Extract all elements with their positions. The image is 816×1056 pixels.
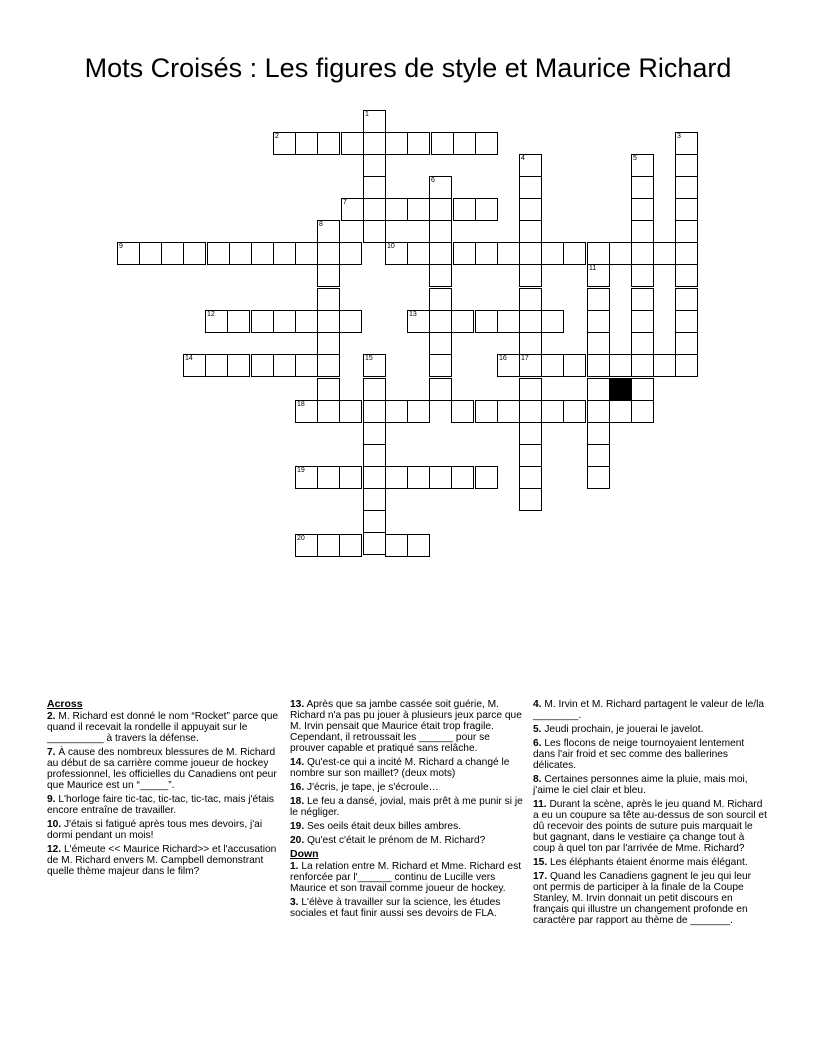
- grid-cell[interactable]: [587, 378, 610, 401]
- grid-cell[interactable]: [407, 242, 430, 265]
- grid-cell[interactable]: [251, 242, 274, 265]
- grid-cell[interactable]: [317, 534, 340, 557]
- grid-cell[interactable]: [229, 242, 252, 265]
- grid-cell[interactable]: [317, 332, 340, 355]
- grid-cell[interactable]: [295, 354, 318, 377]
- grid-cell[interactable]: [519, 176, 542, 199]
- clue-text: M. Richard est donné le nom “Rocket” parce que quand il recevait la rondelle il appuyait sur le __________ à travers la défense.: [47, 711, 279, 744]
- grid-cell[interactable]: [587, 242, 610, 265]
- grid-cell[interactable]: [475, 132, 498, 155]
- grid-cell[interactable]: [587, 354, 610, 377]
- grid-cell[interactable]: [227, 354, 250, 377]
- clue-number: 7: [343, 199, 347, 206]
- clue-num: 18.: [290, 796, 305, 807]
- grid-cell[interactable]: [451, 310, 474, 333]
- grid-cell[interactable]: [475, 400, 498, 423]
- grid-cell[interactable]: [475, 242, 498, 265]
- black-cell: [609, 378, 632, 401]
- grid-cell[interactable]: [295, 310, 318, 333]
- grid-cell[interactable]: [339, 310, 362, 333]
- clue-num: 19.: [290, 821, 305, 832]
- grid-cell[interactable]: [363, 154, 386, 177]
- grid-cell[interactable]: [519, 198, 542, 221]
- clue-text: L'émeute << Maurice Richard>> et l'accusation de M. Richard envers M. Campbell demonstrant quelle thème majeur dans le film?: [47, 844, 277, 877]
- grid-cell[interactable]: [675, 176, 698, 199]
- grid-cell[interactable]: [587, 332, 610, 355]
- grid-cell[interactable]: [587, 466, 610, 489]
- grid-cell[interactable]: [431, 132, 454, 155]
- across-header: Across: [47, 698, 83, 710]
- grid-cell[interactable]: [295, 132, 318, 155]
- grid-cell[interactable]: [631, 310, 654, 333]
- clue-num: 9.: [47, 794, 56, 805]
- grid-cell[interactable]: [429, 354, 452, 377]
- clue-text: Jeudi prochain, je jouerai le javelot.: [541, 724, 704, 735]
- clue: [533, 871, 767, 926]
- clue-number: 11: [589, 265, 597, 272]
- clue-num: 20.: [290, 835, 305, 846]
- grid-cell[interactable]: [407, 466, 430, 489]
- grid-cell[interactable]: [363, 378, 386, 401]
- clue-num: 3.: [290, 897, 299, 908]
- clue-text: Qu'est-ce qui a incité M. Richard a changé le nombre sur son maillet? (deux mots): [290, 757, 510, 779]
- grid-cell[interactable]: [609, 354, 632, 377]
- clue-number: 10: [387, 243, 395, 250]
- grid-cell[interactable]: [407, 198, 430, 221]
- grid-cell[interactable]: [385, 400, 408, 423]
- grid-cell[interactable]: [675, 264, 698, 287]
- clue-num: 13.: [290, 699, 305, 710]
- grid-cell[interactable]: [475, 466, 498, 489]
- grid-cell[interactable]: [497, 242, 520, 265]
- grid-cell[interactable]: [407, 400, 430, 423]
- page-title: Mots Croisés : Les figures de style et Maurice Richard: [84, 53, 732, 83]
- clue: [533, 699, 767, 721]
- grid-cell[interactable]: [429, 264, 452, 287]
- clues-column-3: [533, 699, 767, 929]
- grid-cell[interactable]: [453, 132, 476, 155]
- grid-cell[interactable]: [385, 466, 408, 489]
- clue-number: 12: [207, 311, 215, 318]
- grid-cell[interactable]: [631, 332, 654, 355]
- down-header: Down: [290, 848, 319, 860]
- grid-cell[interactable]: [317, 288, 340, 311]
- grid-cell[interactable]: [475, 310, 498, 333]
- grid-cell[interactable]: [363, 466, 386, 489]
- clue-text: Les éléphants étaient énorme mais élégant.: [547, 857, 748, 868]
- clue-num: 12.: [47, 844, 62, 855]
- grid-cell[interactable]: [453, 242, 476, 265]
- clue-num: 4.: [533, 699, 542, 710]
- grid-cell[interactable]: [363, 132, 386, 155]
- grid-cell[interactable]: [675, 242, 698, 265]
- grid-cell[interactable]: [317, 378, 340, 401]
- grid-cell[interactable]: [385, 534, 408, 557]
- clue: [533, 738, 767, 771]
- clue: [47, 794, 282, 816]
- clue: [290, 699, 526, 754]
- grid-cell[interactable]: [363, 488, 386, 511]
- clue-text: À cause des nombreux blessures de M. Richard au début de sa carrière comme joueur de hockey professionnel, les officielles du Canadiens ont peur que Maurice est un “_____”.: [47, 747, 277, 791]
- grid-cell[interactable]: [563, 400, 586, 423]
- clue-number: 17: [521, 355, 529, 362]
- grid-cell[interactable]: [363, 400, 386, 423]
- grid-cell[interactable]: [519, 378, 542, 401]
- grid-cell[interactable]: [587, 400, 610, 423]
- grid-cell[interactable]: [587, 288, 610, 311]
- clue-text: J'étais si fatigué après tous mes devoirs, j'ai dormi pendant un mois!: [47, 819, 263, 841]
- grid-cell[interactable]: [519, 400, 542, 423]
- grid-cell[interactable]: [519, 288, 542, 311]
- grid-cell[interactable]: [563, 242, 586, 265]
- grid-cell[interactable]: [317, 466, 340, 489]
- grid-cell[interactable]: [273, 354, 296, 377]
- clue-number: 4: [521, 155, 525, 162]
- clues-column-1: [47, 699, 282, 880]
- clue: [533, 724, 767, 735]
- clue: [290, 757, 526, 779]
- grid-cell[interactable]: [363, 176, 386, 199]
- grid-cell[interactable]: [273, 242, 296, 265]
- clue: [533, 799, 767, 854]
- clue-number: 20: [297, 535, 305, 542]
- grid-cell[interactable]: [407, 132, 430, 155]
- grid-cell[interactable]: [251, 354, 274, 377]
- grid-cell[interactable]: [519, 466, 542, 489]
- clue: [47, 711, 282, 744]
- grid-cell[interactable]: [631, 220, 654, 243]
- clue: [290, 897, 526, 919]
- clue: [47, 747, 282, 791]
- grid-cell[interactable]: [205, 354, 228, 377]
- clue: [290, 782, 526, 793]
- grid-cell[interactable]: [631, 198, 654, 221]
- grid-cell[interactable]: [497, 400, 520, 423]
- clue: [533, 774, 767, 796]
- grid-cell[interactable]: [541, 400, 564, 423]
- clue: [290, 821, 526, 832]
- grid-cell[interactable]: [429, 332, 452, 355]
- grid-cell[interactable]: [675, 220, 698, 243]
- grid-cell[interactable]: [251, 310, 274, 333]
- grid-cell[interactable]: [587, 422, 610, 445]
- grid-cell[interactable]: [541, 242, 564, 265]
- clue-number: 15: [365, 355, 373, 362]
- grid-cell[interactable]: [317, 242, 340, 265]
- grid-cell[interactable]: [519, 220, 542, 243]
- clue-number: 19: [297, 467, 305, 474]
- clue-text: Quand les Canadiens gagnent le jeu qui leur ont permis de participer à la finale de la Coupe Stanley, M. Irvin donnait un petit discours en français qui illustre un changement profonde en caractère par rapport au thème de _______.: [533, 871, 752, 926]
- clue-num: 11.: [533, 799, 547, 810]
- clue-number: 1: [365, 111, 369, 118]
- grid-cell[interactable]: [429, 242, 452, 265]
- clue-number: 8: [319, 221, 323, 228]
- clue-num: 1.: [290, 861, 299, 872]
- grid-cell[interactable]: [675, 310, 698, 333]
- clue-num: 5.: [533, 724, 542, 735]
- clue: [290, 796, 526, 818]
- grid-cell[interactable]: [339, 466, 362, 489]
- grid-cell[interactable]: [609, 242, 632, 265]
- grid-cell[interactable]: [631, 288, 654, 311]
- grid-cell[interactable]: [675, 154, 698, 177]
- clue: [533, 857, 767, 868]
- grid-cell[interactable]: [317, 354, 340, 377]
- clue-text: Ses oeils était deux billes ambres.: [304, 821, 462, 832]
- grid-cell[interactable]: [519, 310, 542, 333]
- clue: [47, 819, 282, 841]
- grid-cell[interactable]: [541, 354, 564, 377]
- clue-num: 6.: [533, 738, 542, 749]
- grid-cell[interactable]: [675, 354, 698, 377]
- grid-cell[interactable]: [609, 400, 632, 423]
- grid-cell[interactable]: [161, 242, 184, 265]
- clue-num: 16.: [290, 782, 305, 793]
- clue-number: 18: [297, 401, 305, 408]
- clue-text: Les flocons de neige tournoyaient lentement dans l'air froid et sec comme des ballerines délicates.: [533, 738, 745, 771]
- clue-number: 3: [677, 133, 681, 140]
- grid-cell[interactable]: [429, 198, 452, 221]
- grid-cell[interactable]: [363, 422, 386, 445]
- grid-cell[interactable]: [183, 242, 206, 265]
- grid-cell[interactable]: [451, 466, 474, 489]
- clue-number: 14: [185, 355, 193, 362]
- clue-text: Qu'est c'était le prénom de M. Richard?: [304, 835, 486, 846]
- grid-cell[interactable]: [475, 198, 498, 221]
- clue-number: 16: [499, 355, 507, 362]
- clue-num: 10.: [47, 819, 62, 830]
- grid-cell[interactable]: [317, 400, 340, 423]
- grid-cell[interactable]: [385, 132, 408, 155]
- grid-cell[interactable]: [407, 534, 430, 557]
- clue-number: 13: [409, 311, 417, 318]
- grid-cell[interactable]: [519, 242, 542, 265]
- clue-num: 15.: [533, 857, 548, 868]
- grid-cell[interactable]: [317, 132, 340, 155]
- grid-cell[interactable]: [653, 242, 676, 265]
- grid-cell[interactable]: [429, 466, 452, 489]
- clues-column-2: [290, 699, 526, 922]
- grid-cell[interactable]: [139, 242, 162, 265]
- grid-cell[interactable]: [519, 264, 542, 287]
- clue-text: Durant la scène, après le jeu quand M. Richard a eu un coupure sa tête au-dessus de son sourcil et dû recevoir des points de suture puis marquait le but gagnant, dans le vestiaire ça change tout à coup à quel ton par l'arrivée de Mme. Richard?: [533, 799, 767, 854]
- clue-num: 7.: [47, 747, 56, 758]
- clue-text: Le feu a dansé, jovial, mais prêt à me punir si je le négliger.: [290, 796, 523, 818]
- clue-number: 9: [119, 243, 123, 250]
- grid-cell[interactable]: [631, 176, 654, 199]
- clue-number: 5: [633, 155, 637, 162]
- clue-num: 14.: [290, 757, 305, 768]
- grid-cell[interactable]: [363, 510, 386, 533]
- grid-cell[interactable]: [631, 354, 654, 377]
- grid-cell[interactable]: [631, 400, 654, 423]
- clue-text: J'écris, je tape, je s'écroule…: [304, 782, 439, 793]
- clue-text: Après que sa jambe cassée soit guérie, M. Richard n'a pas pu jouer à plusieurs jeux parce que M. Irvin pensait que Maurice était trop fragile. Cependant, il retroussait les ______ pour se prouver capable et pratiqué sans relâche.: [290, 699, 522, 754]
- grid-cell[interactable]: [497, 310, 520, 333]
- grid-cell[interactable]: [363, 220, 386, 243]
- clue-text: L'élève à travailler sur la science, les études sociales et faut finir aussi ses devoirs de FLA.: [290, 897, 501, 919]
- grid-cell[interactable]: [363, 198, 386, 221]
- grid-cell[interactable]: [563, 354, 586, 377]
- grid-cell[interactable]: [675, 198, 698, 221]
- grid-cell[interactable]: [429, 220, 452, 243]
- grid-cell[interactable]: [295, 242, 318, 265]
- grid-cell[interactable]: [317, 310, 340, 333]
- grid-cell[interactable]: [675, 288, 698, 311]
- grid-cell[interactable]: [273, 310, 296, 333]
- grid-cell[interactable]: [631, 378, 654, 401]
- grid-cell[interactable]: [339, 242, 362, 265]
- grid-cell[interactable]: [541, 310, 564, 333]
- clue-text: La relation entre M. Richard et Mme. Richard est renforcée par l'______ continu de Lucille vers Maurice et son travail comme joueur de hockey.: [290, 861, 522, 894]
- grid-cell[interactable]: [519, 444, 542, 467]
- grid-cell[interactable]: [519, 332, 542, 355]
- grid-cell[interactable]: [519, 422, 542, 445]
- clue-number: 6: [431, 177, 435, 184]
- grid-cell[interactable]: [587, 444, 610, 467]
- grid-cell[interactable]: [429, 378, 452, 401]
- grid-cell[interactable]: [363, 444, 386, 467]
- grid-cell[interactable]: [631, 242, 654, 265]
- grid-cell[interactable]: [341, 132, 364, 155]
- grid-cell[interactable]: [653, 354, 676, 377]
- grid-cell[interactable]: [587, 310, 610, 333]
- clue: [290, 835, 526, 846]
- grid-cell[interactable]: [675, 332, 698, 355]
- grid-cell[interactable]: [385, 198, 408, 221]
- grid-cell[interactable]: [363, 532, 386, 555]
- clue-num: 2.: [47, 711, 56, 722]
- grid-cell[interactable]: [227, 310, 250, 333]
- grid-cell[interactable]: [317, 264, 340, 287]
- grid-cell[interactable]: [429, 310, 452, 333]
- grid-cell[interactable]: [453, 198, 476, 221]
- clue-text: Certaines personnes aime la pluie, mais moi, j'aime le ciel clair et bleu.: [533, 774, 748, 796]
- clue: [290, 861, 526, 894]
- grid-cell[interactable]: [631, 264, 654, 287]
- clue-num: 8.: [533, 774, 542, 785]
- clue-num: 17.: [533, 871, 548, 882]
- grid-cell[interactable]: [451, 400, 474, 423]
- clue-text: M. Irvin et M. Richard partagent le valeur de le/la ________.: [533, 699, 765, 721]
- clue: [47, 844, 282, 877]
- grid-cell[interactable]: [339, 534, 362, 557]
- grid-cell[interactable]: [519, 488, 542, 511]
- grid-cell[interactable]: [339, 400, 362, 423]
- clue-number: 2: [275, 133, 279, 140]
- grid-cell[interactable]: [207, 242, 230, 265]
- clue-text: L'horloge faire tic-tac, tic-tac, tic-tac, mais j'étais encore entraîne de travailler.: [47, 794, 274, 816]
- grid-cell[interactable]: [429, 288, 452, 311]
